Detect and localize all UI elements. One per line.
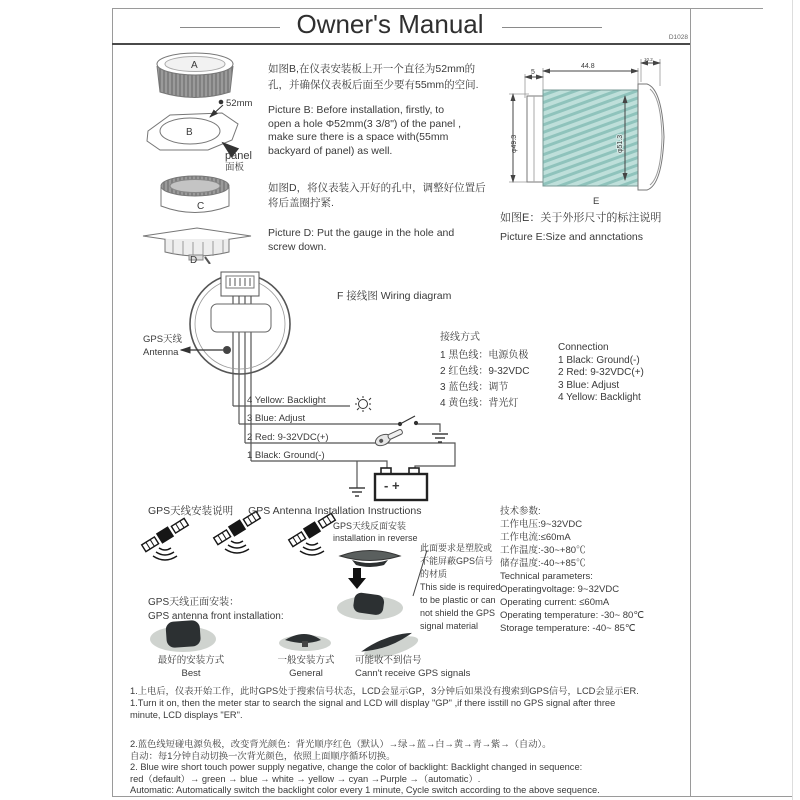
- picture-b-zh-2: 孔，并确保仪表板后面至少要有55mm的空间.: [268, 78, 479, 91]
- antenna-heading-en: GPS Antenna Installation Instructions: [248, 505, 422, 517]
- connection-zh-1: 1 黑色线：电源负极: [440, 350, 529, 361]
- picture-d-text-zh: [268, 181, 486, 211]
- note-2-en-3: Automatic: Automatically switch the backlight color every 1 minute, Cycle switch according to the above sequence.: [130, 785, 600, 796]
- tech-en-title: Technical parameters:: [500, 571, 593, 582]
- antenna-front-label: [148, 596, 284, 623]
- battery-icon: [375, 468, 427, 500]
- bad-en: Cann't receive GPS signals: [355, 667, 471, 679]
- antenna-reverse-zh: GPS天线反面安装: [333, 521, 407, 531]
- part-b-label: B: [186, 127, 193, 138]
- connection-zh: [440, 328, 529, 412]
- antenna-front-zh: GPS天线正面安装：: [148, 597, 240, 608]
- title-right-dash: [502, 27, 602, 28]
- picture-d-zh-2: 将后盖圈拧紧.: [268, 197, 334, 209]
- wire2-label: 2 Red: 9-32VDC(+): [247, 432, 329, 443]
- tech-en-1: Operatingvoltage: 9~32VDC: [500, 584, 620, 595]
- picture-b-en-2: open a hole Φ52mm(3 3/8") of the panel ,: [268, 117, 462, 130]
- dim-bezel: [641, 57, 660, 63]
- picture-b-text-en: [268, 104, 461, 158]
- battery-terminal-label: - +: [384, 478, 400, 493]
- general-zh: 一般安装方式: [277, 655, 335, 666]
- note-1: [130, 685, 639, 721]
- side-note-en-4: signal material: [420, 621, 479, 631]
- gps-antenna-dot: [223, 346, 231, 354]
- panel-part-b: [147, 98, 252, 152]
- wiring-title: F 接线图 Wiring diagram: [337, 290, 452, 302]
- panel-label-en: panel: [225, 150, 252, 162]
- antenna-reverse-bottom-icon: [337, 592, 403, 620]
- side-note-en-3: not shield the GPS: [420, 608, 496, 618]
- picture-e-caption-en: Picture E:Size and annctations: [500, 231, 644, 243]
- antenna-reverse-top-icon: [340, 551, 400, 568]
- picture-b-en-4: backyard of panel) as well.: [268, 144, 393, 157]
- ignition-key-icon: [374, 427, 405, 448]
- dim-lead-label: 5: [531, 69, 535, 76]
- dim-left-dia-label: φ49.3: [511, 134, 518, 153]
- picture-e-letter: E: [593, 196, 600, 207]
- ground-icon: [432, 434, 448, 442]
- antenna-general-label: [264, 655, 348, 680]
- panel-label-zh: 面板: [225, 162, 245, 173]
- picture-b-en-1: Picture B: Before installation, firstly, to: [268, 104, 445, 116]
- connection-zh-3: 3 蓝色线：调节: [440, 382, 509, 393]
- general-en: General: [289, 667, 323, 679]
- picture-d-en-1: Picture D: Put the gauge in the hole and: [268, 227, 455, 239]
- picture-d-zh-1: 如图D，将仪表装入开好的孔中，调整好位置后: [268, 182, 486, 194]
- content-right-edge: [690, 8, 691, 797]
- side-note-zh-2: 不能屏蔽GPS信号: [420, 556, 494, 566]
- tech-zh-2: 工作电流:≤60mA: [500, 532, 571, 543]
- note-1-en-2: minute, LCD displays "ER".: [130, 710, 243, 720]
- tech-en-2: Operating current: ≤60mA: [500, 597, 610, 608]
- connection-en-1: 1 Black: Ground(-): [558, 354, 640, 366]
- picture-d-en-2: screw down.: [268, 241, 327, 253]
- side-note-en-1: This side is required: [420, 582, 501, 592]
- tech-zh-title: 技术参数:: [500, 506, 541, 517]
- wire1-label: 1 Black: Ground(-): [247, 450, 325, 461]
- connection-en-title: Connection: [558, 342, 609, 353]
- connection-en-3: 3 Blue: Adjust: [558, 379, 620, 391]
- assembled-gauge-part-d: [143, 228, 251, 264]
- mounting-step: [527, 96, 543, 182]
- satellite-icon: [141, 517, 190, 560]
- part-c-label: C: [197, 201, 205, 212]
- connection-en-4: 4 Yellow: Backlight: [558, 392, 641, 403]
- page-left-edge: [112, 8, 113, 797]
- bad-zh: 可能收不到信号: [355, 655, 422, 666]
- antenna-general-icon: [279, 634, 331, 651]
- page-scan-right-edge: [792, 0, 793, 800]
- dim-bezel-label: 10.2: [644, 57, 653, 62]
- gauge-back-view: [181, 272, 290, 374]
- tech-zh-4: 储存温度:-40~+85℃: [500, 558, 586, 569]
- connection-en: [558, 342, 644, 405]
- note-2-en-1: 2. Blue wire short touch power supply negative, change the color of backlight: Backlight changed in sequence:: [130, 762, 583, 773]
- antenna-reverse-label: [333, 520, 418, 544]
- satellite-icon: [288, 512, 337, 555]
- doc-code: D1028: [668, 34, 688, 41]
- note-2-en-2: red（default）→ green → blue → white → yellow → cyan →Purple →（automatic）.: [130, 773, 481, 784]
- connection-zh-2: 2 红色线：9-32VDC: [440, 366, 530, 377]
- title-left-dash: [180, 27, 280, 28]
- picture-b-text-zh: [268, 62, 479, 93]
- part-a-label: A: [191, 60, 198, 71]
- antenna-front-en: GPS antenna front installation:: [148, 610, 284, 622]
- side-note-zh-3: 的材质: [420, 569, 448, 579]
- connection-zh-title: 接线方式: [440, 332, 480, 343]
- best-en: Best: [181, 667, 201, 679]
- panel-callout: [225, 150, 252, 174]
- note-2-zh-1: 2.蓝色线短碰电源负极，改变背光颜色：背光顺序红色（默认）→绿→蓝→白→黄→青→紫→（自动）。: [130, 739, 552, 749]
- backlight-lamp-icon: [355, 396, 371, 412]
- picture-b-en-3: make sure there is a space with(55mm: [268, 131, 449, 143]
- side-note-en-2: to be plastic or can: [420, 595, 496, 605]
- hole-dim-dot: [219, 100, 224, 105]
- tech-en-4: Storage temperature: -40~ 85℃: [500, 623, 636, 634]
- picture-e-caption-zh: 如图E：关于外形尺寸的标注说明: [500, 212, 662, 224]
- antenna-side-note: [420, 542, 501, 633]
- wire3-label: 3 Blue: Adjust: [247, 413, 306, 424]
- part-d-label: D: [190, 255, 198, 264]
- picture-d-text-en: [268, 226, 454, 254]
- dim-width-label: 44.8: [581, 63, 595, 70]
- picture-e-drawing: [503, 56, 668, 208]
- antenna-best-icon: [150, 620, 216, 652]
- display-window: [211, 304, 271, 332]
- antenna-heading: [148, 503, 421, 518]
- tech-zh-1: 工作电压:9~32VDC: [500, 519, 583, 530]
- connection-en-2: 2 Red: 9-32VDC(+): [558, 367, 644, 378]
- gauge-body-part-a: [157, 53, 233, 98]
- antenna-bad-label: [355, 655, 470, 680]
- tech-en-3: Operating temperature: -30~ 80℃: [500, 610, 645, 621]
- antenna-best-label: [145, 655, 237, 680]
- note-1-en-1: 1.Turn it on, then the meter star to search the signal and LCD will display "GP" ,if there isstill no GPS signal after three: [130, 698, 616, 708]
- connection-zh-4: 4 黄色线：背光灯: [440, 398, 519, 409]
- dim-lead: [525, 69, 543, 77]
- page-title: Owner's Manual: [296, 9, 484, 39]
- best-zh: 最好的安装方式: [157, 655, 225, 666]
- tech-params: [500, 505, 644, 635]
- ring-nut-part-c: [161, 176, 229, 213]
- dim-width: [543, 63, 638, 71]
- toggle-switch-icon: [399, 416, 418, 426]
- dim-left-diameter: [511, 94, 518, 182]
- side-note-zh-1: 此面要求是塑胶或: [420, 543, 493, 553]
- gps-antenna-label-en: Antenna: [143, 346, 179, 358]
- picture-b-zh-1: 如图B,在仪表安装板上开一个直径为52mm的: [268, 63, 476, 75]
- gps-antenna-label-zh: GPS天线: [143, 334, 183, 345]
- hole-diameter-label: 52mm: [226, 98, 253, 109]
- antenna-reverse-en: installation in reverse: [333, 533, 418, 543]
- wiring-diagram: [135, 262, 465, 510]
- note-2: [130, 739, 600, 797]
- down-arrow-icon: [348, 568, 366, 589]
- chassis-ground-icon: [349, 488, 365, 496]
- antenna-heading-zh: GPS天线安装说明: [148, 505, 234, 517]
- note-2-zh-2: 自动：每1分钟自动切换一次背光颜色，依照上面顺序循环切换。: [130, 750, 396, 761]
- wire4-label: 4 Yellow: Backlight: [247, 395, 326, 406]
- dim-inner-dia-label: φ51.3: [617, 134, 624, 153]
- tech-zh-3: 工作温度:-30~+80℃: [500, 545, 586, 556]
- title-underline: [112, 43, 690, 45]
- front-bezel: [638, 84, 664, 190]
- note-1-zh: 1.上电后，仪表开始工作，此时GPS处于搜索信号状态，LCD会显示GP，3分钟后如果没有搜索到GPS信号，LCD会显示ER.: [130, 686, 639, 696]
